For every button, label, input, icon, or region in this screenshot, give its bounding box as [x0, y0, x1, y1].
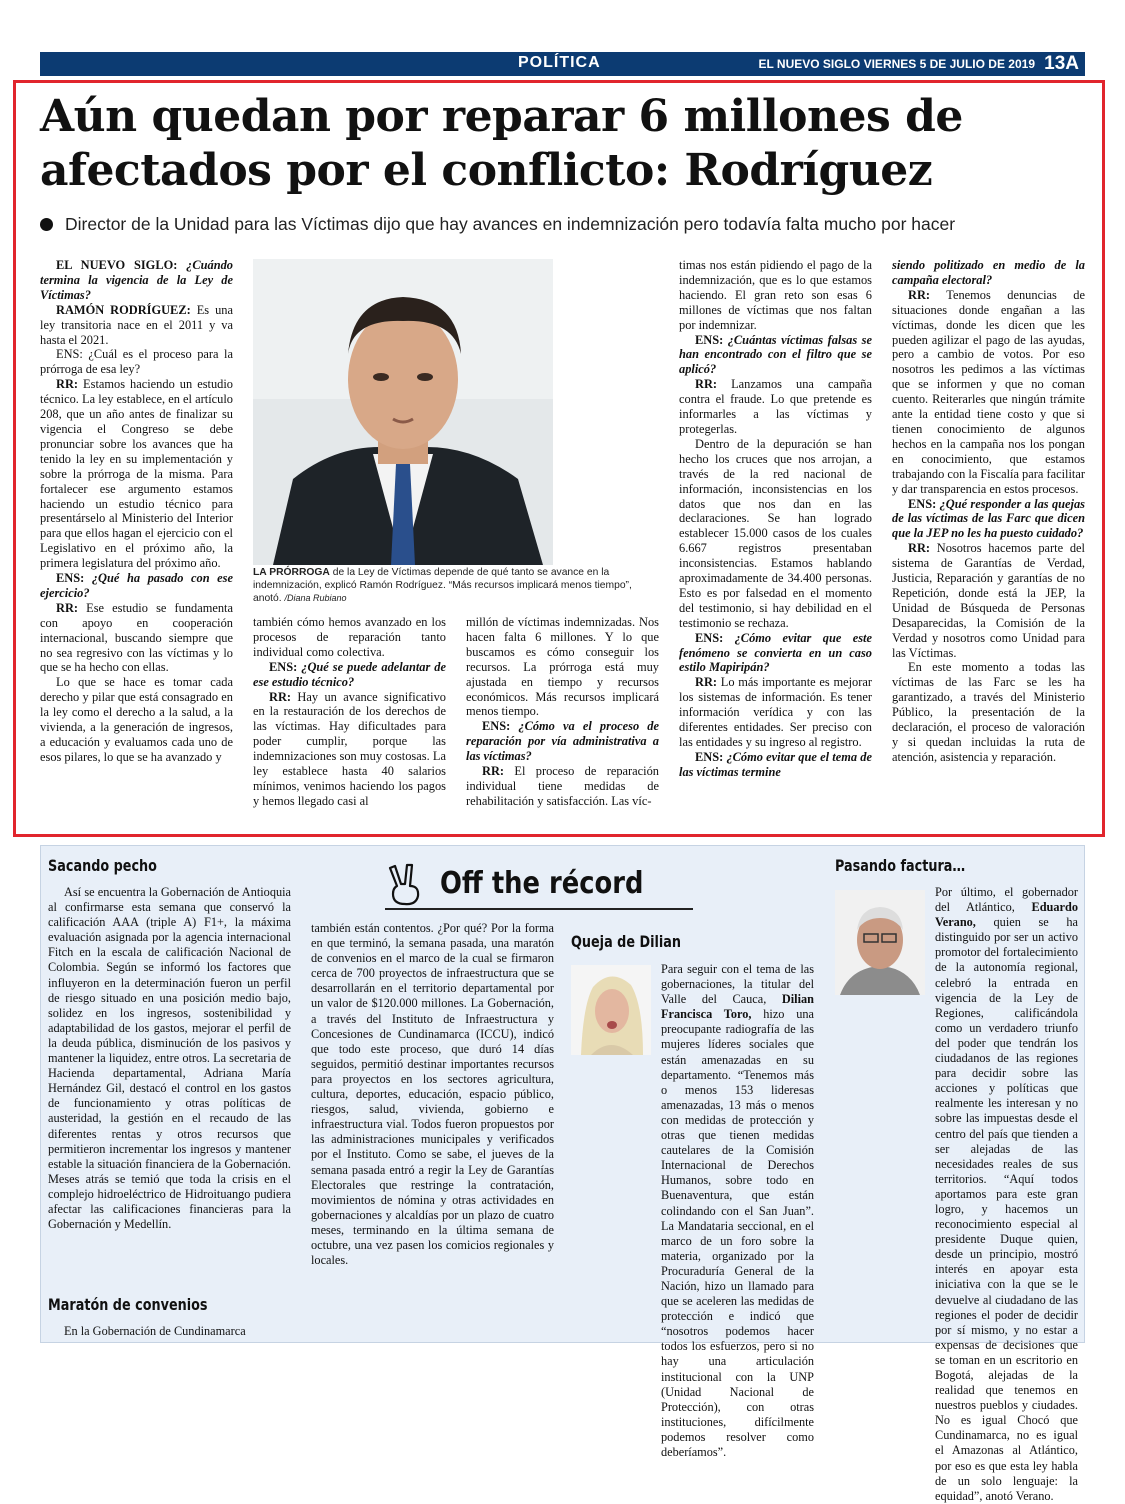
section-header-band — [40, 52, 1085, 76]
paragraph — [679, 631, 872, 676]
answer-text: Tenemos denuncias de situaciones donde engañan a las víctimas, donde les dicen que les pueden agilizar el pago de las ayudas, pero a cambio de votos. Por eso nosotros les pedimos a las víctimas que se informen y que no coman cuento. Reiterarles que ningún trámite ante la entidad tiene costo y que si tienen conocimiento de algunos hechos en la campaña nos los pongan en conocimiento, que estamos trabajando con la Fiscalía para facilitar y dar transparencia en estos procesos. — [892, 287, 1085, 496]
paragraph: En la Gobernación de Cundinamarca — [64, 1324, 246, 1338]
paragraph — [835, 885, 1078, 1504]
question-text: ¿Cómo evitar que el tema de las víctimas termine — [679, 749, 872, 779]
article-headline — [40, 90, 1090, 198]
paragraph — [892, 288, 1085, 497]
article-column-5 — [892, 258, 1085, 765]
paragraph — [892, 541, 1085, 660]
paragraph — [40, 303, 233, 348]
speaker-label: ENS: — [482, 719, 511, 734]
subhead-text: Director de la Unidad para las Víctimas dijo que hay avances en indemnización pero todavía falta mucho por hacer — [65, 214, 956, 234]
paragraph — [679, 675, 872, 750]
section-name: POLÍTICA — [518, 54, 601, 71]
article-column-2 — [253, 615, 446, 809]
paragraph: también están contentos. ¿Por qué? Por la forma en que terminó, la semana pasada, una maratón de convenios en el marco de la cual se firmaron cerca de 700 proyectos de infraestructura que se desarrollarán en el territorio departamental por un valor de $120.000 millones. La Gobernación, a través del Instituto de Infraestructura y Concesiones de Cundinamarca (ICCU), indicó que todo este proceso, que duró 14 días seguidos, permitió destinar importantes recursos para proyectos en los sectores agricultura, cultura, deportes, educación, espacio público, riesgos, salud, vivienda, gobierno e infraestructura vial. Todos fueron propuestos por las administraciones municipales y verificados por el Instituto. Como se sabe, el jueves de la semana pasada entró a regir la Ley de Garantías Electorales que restringe la contratación, movimientos de nómina y otras actividades en gobernaciones y alcaldías por un plazo de cuatro meses, terminando en la última semana de octubre, una vez pasen los comicios regionales y locales. — [311, 921, 554, 1268]
body-text: Para seguir con el tema de las gobernaciones, la titular del Valle del Cauca, — [661, 962, 814, 1007]
speaker-label: ENS: — [695, 332, 724, 347]
paragraph: también cómo hemos avanzado en los procesos de reparación tanto individual como colectiva. — [253, 615, 446, 659]
paragraph — [40, 601, 233, 676]
paragraph — [40, 258, 233, 303]
headline-line-1: Aún quedan por reparar 6 millones de — [40, 91, 963, 142]
body-text: Por último, el gobernador del Atlántico, — [935, 885, 1078, 915]
question-text: ¿Cómo va el proceso de reparación por vía administrativa a las víctimas? — [466, 719, 659, 764]
answer-text: Ese estudio se fundamenta con apoyo en cooperación internacional, buscando siempre que no sea regresivo con las víctimas y lo que se ha hecho con ellas. — [40, 600, 233, 675]
person-name: Eduardo Verano, — [935, 900, 1078, 930]
section-title-pasando-factura: Pasando factura… — [835, 856, 966, 875]
paragraph: ENS: ¿Cuál es el proceso para la prórroga de esa ley? — [40, 347, 233, 377]
paragraph — [892, 497, 1085, 542]
speaker-label: RR: — [695, 675, 718, 690]
answer-text: Es una ley transitoria nace en el 2011 y va hasta el 2021. — [40, 302, 233, 347]
body-text: quien se ha distinguido por ser un activo promotor del fortalecimiento de la autonomía regional, celebró la entrada en vigencia de la Ley de Regiones, calificándola como un verdadero triunfo del poder que tendrán los ciudadanos de las regiones para decidir sobre las acciones y políticas que realmente les interesan y no sobre las impuestas desde el centro del país que tienden a ser alejadas de las necesidades reales de sus territorios. “Aquí todos aportamos para este gran logro, y hacemos un reconocimiento especial al presidente Duque quien, desde un principio, mostró interés en apoyar esta iniciativa con la que se le devuelve al ciudadano de las regiones el poder de decidir por sí mismo, y no estar a expensas de decisiones que se toman en un escritorio en Bogotá, alejadas de la realidad que tenemos en nuestros pueblos y ciudades. No es igual Chocó que Cundinamarca, no es igual el Amazonas al Atlántico, por eso es que esta ley habla de un solo lenguaje: la equidad”, anotó Verano. — [935, 915, 1078, 1503]
speaker-label: ENS: — [56, 571, 85, 586]
off-record-column-1-continued — [48, 1324, 291, 1339]
page-number: 13A — [1044, 53, 1079, 74]
paragraph — [679, 750, 872, 780]
answer-text: Lo más importante es mejorar los sistemas de información. Es tener información verídica y con las diferentes entidades. Ser preciso con las entidades y su ingreso al registro. — [679, 675, 872, 749]
body-text: hizo una preocupante radiografía de las mujeres líderes sociales que están amenazadas en su departamento. “Tenemos más o menos 153 lideresas amenazadas, 13 más o menos con medidas de protección y otras que tienen medidas cautelares de la Comisión Internacional de Derechos Humanos, sobre todo en Buenaventura, que están colindando con el San Juan”. La Mandataria seccional, en el marco de un foro sobre la materia, organizado por la Procuraduría General de la Nación, hizo un llamado para que se aceleren las medidas de protección e indicó que “nosotros podemos hacer todos los esfuerzos, pero si no hay una articulación institucional con la UNP (Unidad Nacional de Protección), con otras instituciones, difícilmente podemos resolver como deberíamos”. — [661, 1007, 814, 1459]
speaker-label: ENS: — [695, 630, 724, 645]
article-column-3 — [466, 615, 659, 809]
off-record-column-2 — [311, 921, 554, 1268]
speaker-label: ENS: — [269, 659, 298, 674]
paragraph: timas nos están pidiendo el pago de la indemnización, que es lo que estamos haciendo. El gran reto son esas 6 millones de víctimas que nos faltan por indemnizar. — [679, 258, 872, 332]
paragraph: Lo que se hace es tomar cada derecho y pilar que está consagrado en la ley como el derecho a la salud, a la vivienda, a la generación de ingresos, a educación y evaluamos cada uno de esos pilares, lo que se ha avanzado y — [40, 675, 233, 764]
paragraph — [679, 333, 872, 378]
speaker-label: RR: — [908, 287, 931, 302]
section-title-queja: Queja de Dilian — [571, 932, 681, 951]
speaker-label: RR: — [56, 600, 79, 615]
caption-lead: LA PRÓRROGA — [253, 567, 330, 578]
paragraph: Así se encuentra la Gobernación de Antioquia al confirmarse esta semana que conservó la calificación AAA (triple A) F1+, la máxima evaluación asignada por la agencia internacional Fitch en la escala de calificación Nacional de Colombia. Según se informó los factores que influyeron en la determinación fueron un perfil de riesgo situado en una posición medio bajo, solidez en los ingresos, sostenibilidad y adaptabilidad de los gastos, mejorar el perfil de la deuda pública, disminución de los pasivos y mantener la liquidez, entre otros. La secretaria de Hacienda departamental, Adriana María Hernández Gil, destacó el control en los gastos de funcionamiento y otras políticas de austeridad, la gestión en el recaudo de las diferentes rentas y otros recursos que permitieron incrementar los ingresos y mantener estable la situación financiera de la Gobernación. Meses atrás se temió que toda la crisis en el complejo hidroeléctrico de Hidroituango pudiera afectar las calificaciones financieras para la Gobernación y Medellín. — [48, 885, 291, 1232]
speaker-label: RR: — [56, 377, 79, 392]
section-title-maraton: Maratón de convenios — [48, 1295, 208, 1314]
answer-text: El proceso de reparación individual tiene medidas de rehabilitación y satisfacción. Las víc- — [466, 764, 659, 808]
answer-text: Nosotros hacemos parte del sistema de Garantías de Verdad, Justicia, Reparación y garantías de no Repetición, donde está la JEP, la Unidad de Búsqueda de Personas Desaparecidas, la Comisión de la Verdad y nosotros como Unidad para las Víctimas. — [892, 541, 1085, 660]
speaker-label: RR: — [269, 689, 292, 704]
speaker-label: RR: — [695, 377, 718, 392]
man-portrait-image — [253, 259, 553, 565]
article-column-1 — [40, 258, 233, 765]
title-underline — [385, 908, 693, 910]
paragraph — [253, 690, 446, 809]
question-text: ¿Qué responder a las quejas de las víctimas de las Farc que dicen que la JEP no les ha puesto cuidado? — [892, 496, 1085, 541]
article-column-4 — [679, 258, 872, 780]
question-text: ¿Cuándo termina la vigencia de la Ley de Víctimas? — [40, 258, 233, 302]
paragraph: millón de víctimas indemnizadas. Nos hacen falta 6 millones. Y lo que buscamos es cómo conseguir los recursos. La prórroga está muy ajustada en tiempo y recursos económicos. Más recursos implicará menos tiempo. — [466, 615, 659, 719]
answer-text: Lanzamos una campaña contra el fraude. Lo que pretende es informarles a las víctimas y protegerlas. — [679, 377, 872, 436]
off-record-column-4 — [835, 885, 1078, 1504]
speaker-label: ENS: — [695, 749, 724, 764]
question-text: ¿Qué se puede adelantar de ese estudio técnico? — [253, 659, 446, 689]
paragraph — [466, 764, 659, 809]
paragraph: Dentro de la depuración se han hecho los cruces que nos arrojan, a través de la red nacional de información, inconsistencias en los datos que nos dan en las declaraciones. Se han logrado establecer 15.000 casos de los cuales 6.667 registros presentaban inconsistencias. Estamos hablando aproximadamente de 34.400 personas. Esto es por falsedad en el momento del testimonio, si hay debilidad en el testimonio se rechaza. — [679, 436, 872, 630]
speaker-label: EL NUEVO SIGLO: — [56, 258, 178, 272]
paragraph — [40, 377, 233, 571]
headline-line-2: afectados por el conflicto: Rodríguez — [40, 145, 933, 196]
question-text: ¿Qué ha pasado con ese ejercicio? — [40, 571, 233, 600]
section-title-sacando-pecho: Sacando pecho — [48, 856, 157, 875]
article-subhead — [40, 214, 1100, 235]
bullet-icon — [40, 218, 53, 231]
newspaper-date: EL NUEVO SIGLO VIERNES 5 DE JULIO DE 2019 — [758, 57, 1035, 71]
speaker-label: RR: — [908, 541, 931, 556]
paragraph — [679, 377, 872, 437]
person-name: Dilian Francisca Toro, — [661, 992, 814, 1022]
photo-credit: /Diana Rubiano — [284, 593, 347, 603]
photo-caption — [253, 566, 653, 605]
paragraph — [466, 719, 659, 764]
victory-hand-icon — [385, 862, 425, 906]
paragraph — [40, 571, 233, 601]
answer-text: Estamos haciendo un estudio técnico. La ley establece, en el artículo 208, que un año antes de finalizar su vigencia el Congreso se debe pronunciar sobre los avances que ha tenido la ley en su implementación y sobre la prórroga de la misma. Para fortalecer ese argumento estamos haciendo un estudio técnico para presentárselo al Ministerio del Interior para que ellos hagan el ejercicio con el Legislativo en el próximo año, la primera legislatura del próximo año. — [40, 377, 233, 571]
caption-text: de la Ley de Víctimas depende de qué tanto se avance en la indemnización, explicó Ramón Rodríguez. “Más recursos implicará menos tiempo”, anotó. — [253, 567, 632, 604]
paragraph — [253, 660, 446, 690]
portrait-photo — [253, 259, 553, 565]
answer-text: Hay un avance significativo en la restauración de los derechos de las víctimas. Hay dificultades para poder cumplir, porque las indemnizaciones son muy costosas. La ley establece hasta 40 salarios mínimos, venimos haciendo los pagos y hemos llegado casi al — [253, 689, 446, 808]
question-text: ¿Cómo evitar que este fenómeno se convierta en un caso estilo Mapiripán? — [679, 630, 872, 675]
speaker-label: ENS: — [908, 496, 937, 511]
off-record-column-3 — [571, 962, 814, 1460]
question-text: ¿Cuántas víctimas falsas se han encontrado con el filtro que se aplicó? — [679, 332, 872, 377]
paragraph: siendo politizado en medio de la campaña electoral? — [892, 258, 1085, 287]
speaker-label: RR: — [482, 764, 505, 779]
off-the-record-header — [385, 858, 695, 910]
off-record-column-1 — [48, 885, 291, 1232]
paragraph: En este momento a todas las víctimas de las Farc se les ha garantizado, a través del Ministerio Público, la presentación de la declaración, el proceso de valoración y si quedan incluidas la ruta de atención, asistencia y reparación. — [892, 660, 1085, 764]
off-the-record-title: Off the récord — [440, 866, 644, 901]
speaker-label: RAMÓN RODRÍGUEZ: — [56, 302, 191, 317]
paragraph — [571, 962, 814, 1460]
